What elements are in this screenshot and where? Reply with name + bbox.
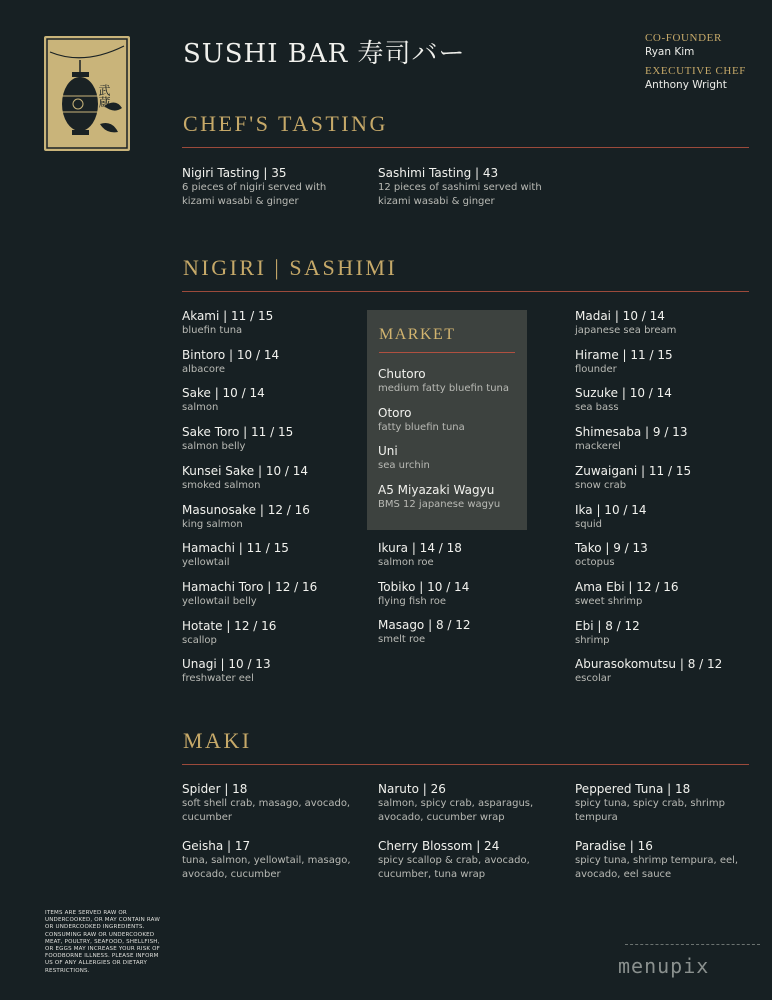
menu-item (378, 367, 528, 396)
item-desc: soft shell crab, masago, avocado, cucumber (182, 798, 351, 823)
item-name: Kunsei Sake | 10 / 14 (182, 463, 309, 478)
item-desc: scallop (182, 634, 217, 646)
market-divider (379, 352, 515, 353)
item-desc: flounder (575, 363, 617, 375)
item-name: Masunosake | 12 / 16 (182, 502, 310, 517)
item-desc: salmon, spicy crab, asparagus, avocado, cucumber wrap (378, 798, 534, 823)
logo-text: 武蔵 (97, 84, 111, 108)
section-title-tasting: CHEF'S TASTING (183, 111, 388, 136)
item-desc: mackerel (575, 441, 621, 453)
item-name: Zuwaigani | 11 / 15 (575, 463, 692, 478)
item-desc: smelt roe (378, 634, 426, 646)
menu-item (575, 782, 745, 825)
item-desc: japanese sea bream (575, 325, 677, 336)
item-name: Akami | 11 / 15 (182, 309, 274, 323)
item-desc: salmon (182, 402, 219, 414)
menu-item (182, 503, 352, 532)
item-name: Paradise | 16 (575, 839, 653, 853)
item-name: Cherry Blossom | 24 (378, 839, 500, 853)
item-name: Suzuke | 10 / 14 (575, 386, 672, 401)
menu-item (575, 657, 745, 686)
watermark: menupix (618, 954, 710, 978)
restaurant-logo (44, 36, 130, 151)
item-desc: medium fatty bluefin tuna (378, 383, 510, 394)
menu-item (575, 309, 745, 338)
item-name: Hamachi Toro | 12 / 16 (182, 579, 318, 594)
menu-item (378, 444, 528, 473)
menu-item (378, 580, 548, 609)
item-name: Hamachi | 11 / 15 (182, 541, 289, 556)
menu-item (182, 309, 352, 338)
item-desc: squid (575, 518, 603, 530)
menu-item (575, 541, 745, 570)
item-name: Peppered Tuna | 18 (575, 782, 691, 796)
item-name: Sake | 10 / 14 (182, 386, 265, 401)
item-desc: albacore (182, 363, 226, 375)
page-title: SUSHI BAR 寿司バー (183, 39, 466, 69)
item-name: Unagi | 10 / 13 (182, 657, 271, 672)
menu-item (378, 406, 528, 435)
menu-item (182, 541, 352, 570)
menu-item (575, 503, 745, 532)
item-desc: smoked salmon (182, 479, 261, 491)
item-desc: 12 pieces of sashimi served with kizami wasabi & ginger (378, 182, 542, 207)
item-desc: shrimp (575, 634, 610, 646)
item-desc: octopus (575, 557, 615, 569)
menu-item (575, 425, 745, 454)
item-desc: 6 pieces of nigiri served with kizami wasabi & ginger (182, 182, 327, 207)
menu-item (182, 619, 352, 648)
lantern-logo-icon (44, 36, 130, 151)
menu-item (182, 425, 352, 454)
section-divider (182, 291, 749, 292)
menu-item (378, 483, 528, 512)
item-name: Uni (378, 444, 398, 459)
staff-role-cofounder: CO-FOUNDER (645, 32, 722, 44)
item-desc: sea urchin (378, 460, 430, 472)
menu-item (378, 839, 548, 882)
item-desc: fatty bluefin tuna (378, 421, 465, 433)
item-name: Shimesaba | 9 / 13 (575, 425, 688, 440)
item-desc: tuna, salmon, yellowtail, masago, avocado, cucumber (182, 855, 351, 880)
menu-item (182, 839, 352, 882)
menu-item (378, 541, 548, 570)
watermark-divider (625, 944, 760, 945)
menu-item (378, 782, 548, 825)
item-name: Nigiri Tasting | 35 (182, 166, 287, 180)
item-desc: freshwater eel (182, 673, 254, 685)
item-name: Ika | 10 / 14 (575, 502, 647, 517)
section-divider (182, 147, 749, 148)
item-name: Ikura | 14 / 18 (378, 541, 462, 555)
section-title-maki: MAKI (183, 728, 252, 753)
item-desc: spicy tuna, spicy crab, shrimp tempura (575, 798, 725, 823)
item-name: Bintoro | 10 / 14 (182, 347, 280, 362)
item-name: Madai | 10 / 14 (575, 309, 665, 323)
market-title: MARKET (379, 326, 456, 343)
item-name: Spider | 18 (182, 782, 248, 796)
item-desc: sea bass (575, 402, 619, 414)
item-desc: spicy scallop & crab, avocado, cucumber, tuna wrap (378, 855, 530, 880)
item-name: Tako | 9 / 13 (575, 541, 648, 556)
item-desc: escolar (575, 673, 611, 685)
menu-item (575, 580, 745, 609)
item-name: Chutoro (378, 367, 426, 381)
item-name: Geisha | 17 (182, 839, 251, 853)
menu-item (575, 619, 745, 648)
market-box (367, 310, 527, 530)
item-name: Ebi | 8 / 12 (575, 618, 640, 633)
menu-item (182, 464, 352, 493)
item-desc: spicy tuna, shrimp tempura, eel, avocado, eel sauce (575, 855, 739, 880)
menu-item (575, 464, 745, 493)
item-name: Sake Toro | 11 / 15 (182, 425, 294, 440)
item-desc: BMS 12 japanese wagyu (378, 499, 501, 511)
item-name: Ama Ebi | 12 / 16 (575, 579, 679, 594)
item-name: Hotate | 12 / 16 (182, 618, 277, 633)
menu-item (182, 166, 352, 209)
staff-role-chef: EXECUTIVE CHEF (645, 65, 746, 77)
item-desc: snow crab (575, 479, 627, 491)
item-name: Sashimi Tasting | 43 (378, 166, 499, 180)
item-name: Naruto | 26 (378, 782, 446, 796)
item-name: Hirame | 11 / 15 (575, 347, 673, 362)
item-desc: yellowtail belly (182, 595, 257, 607)
menu-item (378, 618, 548, 647)
menu-item (182, 386, 352, 415)
section-divider (182, 764, 749, 765)
menu-item (182, 580, 352, 609)
staff-credits (645, 32, 765, 98)
item-name: Otoro (378, 405, 412, 420)
item-desc: king salmon (182, 518, 243, 530)
item-name: Tobiko | 10 / 14 (378, 579, 470, 594)
menu-item (182, 782, 352, 825)
disclaimer-text: ITEMS ARE SERVED RAW OR UNDERCOOKED, OR MAY CONTAIN RAW OR UNDERCOOKED INGREDIENTS. CONSUMING RAW OR UNDERCOOKED MEAT, POULTRY, SEAFOOD, SHELLFISH, OR EGGS MAY INCREASE YOUR RISK OF FOODBORNE ILLNESS. PLEASE INFORM US OF ANY ALLERGIES OR DIETARY RESTRICTIONS. (45, 910, 161, 974)
section-title-nigiri: NIGIRI | SASHIMI (183, 255, 398, 280)
menu-item (182, 348, 352, 377)
staff-name-cofounder: Ryan Kim (645, 46, 695, 58)
item-desc: yellowtail (182, 557, 230, 569)
staff-name-chef: Anthony Wright (645, 79, 727, 91)
item-name: Masago | 8 / 12 (378, 618, 471, 633)
item-desc: flying fish roe (378, 595, 447, 607)
item-name: Aburasokomutsu | 8 / 12 (575, 657, 723, 672)
item-desc: sweet shrimp (575, 595, 643, 607)
item-desc: salmon roe (378, 557, 434, 568)
item-desc: bluefin tuna (182, 325, 243, 336)
menu-item (182, 657, 352, 686)
menu-item (575, 348, 745, 377)
item-name: A5 Miyazaki Wagyu (378, 483, 495, 498)
menu-item (575, 386, 745, 415)
item-desc: salmon belly (182, 441, 246, 453)
menu-item (575, 839, 745, 882)
menu-item (378, 166, 548, 209)
